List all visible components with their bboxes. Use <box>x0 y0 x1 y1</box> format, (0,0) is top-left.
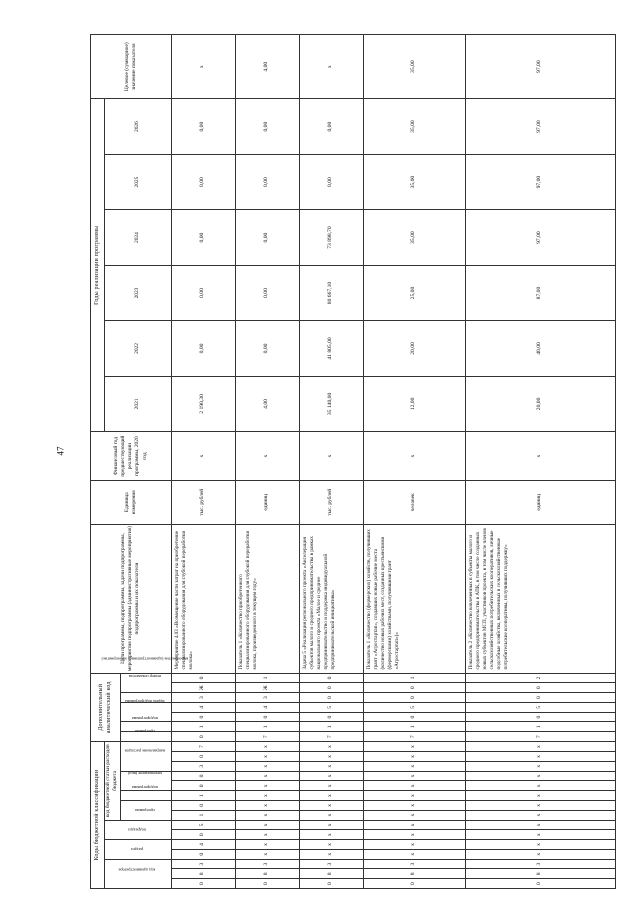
base-year-header: Финансовый год предшествующий реализации программы, 2020 год <box>91 432 172 481</box>
code-cell: 0 <box>171 800 235 810</box>
code-cell: x <box>465 810 615 820</box>
code-cell: x <box>465 840 615 850</box>
code-cell: 5 <box>465 702 615 712</box>
code-cell: 5 <box>299 702 363 712</box>
code-cell: 0 <box>465 712 615 722</box>
code-cell: 7 <box>299 732 363 742</box>
analytic-code-header: Дополнительный аналитический код <box>91 673 121 742</box>
row-name-cell: Показатель 1 «Количество (фермерских) хозяйств, получивших грант «Агростартап», создавших новые рабочие места (количество новых рабочих мест, созданных крестьянскими (фермерскими) хозяйствами, получившими грант «Агростартап»)» <box>363 524 465 673</box>
code-cell: x <box>299 761 363 771</box>
code-cell: x <box>465 791 615 801</box>
year-value-cell: 4,00 <box>235 376 299 431</box>
code-cell: x <box>363 820 465 830</box>
code-cell: 1 <box>465 722 615 732</box>
code-cell: 0 <box>171 830 235 840</box>
year-value-cell: 41 805,00 <box>299 321 363 376</box>
year-value-cell: 73 898,70 <box>299 210 363 265</box>
name-header: Цели программы, подпрограммы, задачи подпрограммы, мероприятия подпрограммы (административные мероприятия) подпрограммы и их показатели <box>91 524 172 673</box>
code-cell: 0 <box>363 693 465 703</box>
year-value-cell: 97,00 <box>465 154 615 209</box>
unit-header: Единица измерения <box>91 481 172 524</box>
unit-cell: человек <box>363 481 465 524</box>
year-2021-header: 2021 <box>105 376 172 431</box>
code-cell: 0 <box>363 712 465 722</box>
year-2023-header: 2023 <box>105 265 172 320</box>
code-cell: x <box>299 752 363 762</box>
code-cell: 1 <box>363 722 465 732</box>
code-admin-header: код администратора <box>105 859 172 888</box>
code-cell: 1 <box>235 673 299 683</box>
code-cell: x <box>299 849 363 859</box>
code-cell: 0 <box>465 683 615 693</box>
code-cell: 0 <box>171 771 235 781</box>
code-cell: x <box>235 761 299 771</box>
year-2025-header: 2025 <box>105 154 172 209</box>
code-cell: x <box>235 810 299 820</box>
code-cell: 0 <box>171 752 235 762</box>
code-cell: 0 <box>465 879 615 889</box>
year-value-cell: 12,00 <box>363 376 465 431</box>
code-cell: x <box>299 771 363 781</box>
code-cell: x <box>465 771 615 781</box>
rotated-table-container <box>90 34 618 889</box>
table-body <box>171 35 615 889</box>
budget-codes-header: Коды бюджетной классификации <box>91 742 105 889</box>
code-cell: 3 <box>363 859 465 869</box>
code-cell: x <box>299 810 363 820</box>
row-name-cell: Задача 5 «Реализация регионального проекта «Акселерация субъектов малого и среднего предпринимательства в рамках национального проекта «Малое и среднее предпринимательство и поддержка индивидуальной предпринимательской инициативы» <box>299 524 363 673</box>
year-value-cell: 0,00 <box>171 99 235 155</box>
code-cell: x <box>363 761 465 771</box>
unit-cell: тыс. рублей <box>299 481 363 524</box>
code-cell: x <box>465 820 615 830</box>
code-cell: 4 <box>235 702 299 712</box>
code-cell: 1 <box>171 791 235 801</box>
year-value-cell: 35 140,00 <box>299 376 363 431</box>
code-cell: x <box>465 849 615 859</box>
code-cell: x <box>299 781 363 791</box>
code-cell: 3 <box>235 693 299 703</box>
years-header: Годы реализации программы <box>91 99 105 432</box>
year-value-cell: 20,00 <box>465 376 615 431</box>
base-year-cell: x <box>235 432 299 481</box>
code-cell: 0 <box>235 879 299 889</box>
code-cell: x <box>299 830 363 840</box>
code-cell: 5 <box>363 702 465 712</box>
code-cell: x <box>363 830 465 840</box>
table-row <box>363 35 465 889</box>
code-cell: x <box>363 840 465 850</box>
code-cell: x <box>235 771 299 781</box>
code-cell: 8 <box>363 869 465 879</box>
table-row <box>171 35 235 889</box>
code-subsection-header: подраздел <box>105 820 172 840</box>
analytic-program-header: программа <box>120 732 171 742</box>
code-cell: x <box>465 752 615 762</box>
code-event-header: мероприятие (вид) <box>120 771 171 791</box>
code-cell: 7 <box>465 732 615 742</box>
year-value-cell: 0,00 <box>235 99 299 155</box>
code-cell: Ж <box>235 683 299 693</box>
code-cell: 0 <box>171 673 235 683</box>
program-indicators-table <box>90 34 616 889</box>
year-value-cell: 40,00 <box>465 321 615 376</box>
table-row <box>465 35 615 889</box>
year-value-cell: 97,00 <box>465 99 615 155</box>
analytic-event-header: мероприятие (административное мероприятие) <box>120 693 171 703</box>
year-value-cell: 0,00 <box>299 99 363 155</box>
code-cell: x <box>299 820 363 830</box>
target-cell: 97,00 <box>465 35 615 99</box>
code-cell: x <box>363 849 465 859</box>
code-cell: x <box>299 840 363 850</box>
code-cell: 8 <box>299 869 363 879</box>
code-section-header: раздел <box>105 840 172 860</box>
code-subprogram-header: подпрограмма <box>120 791 171 801</box>
year-value-cell: 0,00 <box>299 154 363 209</box>
unit-cell: тыс. рублей <box>171 481 235 524</box>
code-cell: 7 <box>363 732 465 742</box>
target-cell: 4,00 <box>235 35 299 99</box>
expense-kbk-header: код бюджетной статьи расходов бюджета <box>105 742 121 820</box>
code-cell: 3 <box>171 693 235 703</box>
code-cell: 4 <box>171 702 235 712</box>
code-cell: x <box>363 742 465 752</box>
code-cell: x <box>235 830 299 840</box>
code-cell: 1 <box>235 722 299 732</box>
code-cell: x <box>465 761 615 771</box>
code-cell: x <box>235 781 299 791</box>
code-cell: 0 <box>299 712 363 722</box>
code-cell: 0 <box>171 781 235 791</box>
code-cell: 0 <box>171 732 235 742</box>
year-value-cell: 0,00 <box>235 321 299 376</box>
code-cell: 0 <box>171 879 235 889</box>
code-cell: x <box>363 781 465 791</box>
unit-cell: единиц <box>235 481 299 524</box>
code-cell: 0 <box>171 712 235 722</box>
year-2026-header: 2026 <box>105 99 172 155</box>
code-cell: 8 <box>465 869 615 879</box>
code-cell: 0 <box>171 849 235 859</box>
row-name-cell: Мероприятие 4.03 «Возмещение части затрат на приобретение специализированного оборудования для глубокой переработки молока» <box>171 524 235 673</box>
code-cell: 1 <box>363 673 465 683</box>
code-cell: x <box>235 840 299 850</box>
code-cell: 3 <box>235 859 299 869</box>
code-cell: 3 <box>171 761 235 771</box>
target-cell: 35,00 <box>363 35 465 99</box>
code-cell: x <box>363 800 465 810</box>
code-cell: 0 <box>299 693 363 703</box>
code-cell: 4 <box>171 840 235 850</box>
base-year-cell: x <box>299 432 363 481</box>
analytic-indicator-header: номер показателя <box>120 673 171 693</box>
year-2022-header: 2022 <box>105 321 172 376</box>
code-cell: 0 <box>299 673 363 683</box>
code-cell: 1 <box>171 810 235 820</box>
code-cell: 7 <box>171 742 235 752</box>
code-cell: 1 <box>171 722 235 732</box>
code-cell: x <box>235 820 299 830</box>
unit-cell: единиц <box>465 481 615 524</box>
code-cell: 0 <box>465 693 615 703</box>
code-cell: 3 <box>299 859 363 869</box>
code-cell: 2 <box>465 673 615 683</box>
analytic-task-header: задача подпрограммы <box>120 702 171 722</box>
code-cell: 0 <box>363 879 465 889</box>
year-value-cell: 87,00 <box>465 265 615 320</box>
year-value-cell: 0,00 <box>171 210 235 265</box>
code-cell: 3 <box>171 859 235 869</box>
year-value-cell: 25,00 <box>363 265 465 320</box>
year-value-cell: 97,00 <box>465 210 615 265</box>
code-cell: Ж <box>171 683 235 693</box>
code-cell: x <box>465 742 615 752</box>
code-cell: x <box>363 791 465 801</box>
year-value-cell: 0,00 <box>171 154 235 209</box>
year-value-cell: 0,00 <box>171 265 235 320</box>
year-value-cell: 35,00 <box>363 154 465 209</box>
year-2024-header: 2024 <box>105 210 172 265</box>
base-year-cell: x <box>171 432 235 481</box>
target-header: Целевое (суммарное) значение показателя <box>91 35 172 99</box>
table-row <box>235 35 299 889</box>
code-cell: 0 <box>363 683 465 693</box>
page-number: 47 <box>55 446 66 456</box>
row-name-cell: Показатель 1 «Количество приобретенного специализированного оборудования для глубокой переработки молока, произведенного в текущем году» <box>235 524 299 673</box>
target-cell: x <box>299 35 363 99</box>
code-cell: x <box>235 752 299 762</box>
year-value-cell: 35,00 <box>363 99 465 155</box>
code-cell: x <box>299 791 363 801</box>
code-cell: 0 <box>299 879 363 889</box>
code-cell: x <box>235 791 299 801</box>
base-year-cell: x <box>465 432 615 481</box>
code-cell: x <box>465 781 615 791</box>
code-cell: x <box>235 849 299 859</box>
base-year-cell: x <box>363 432 465 481</box>
code-cell: 8 <box>171 869 235 879</box>
code-cell: x <box>299 742 363 752</box>
table-row <box>299 35 363 889</box>
code-cell: 0 <box>299 683 363 693</box>
code-cell: x <box>465 830 615 840</box>
code-cell: x <box>465 800 615 810</box>
code-cell: 3 <box>465 859 615 869</box>
code-cell: 5 <box>171 820 235 830</box>
code-cell: x <box>363 752 465 762</box>
code-cell: x <box>363 810 465 820</box>
code-cell: 7 <box>235 732 299 742</box>
year-value-cell: 0,00 <box>235 154 299 209</box>
code-cell: x <box>235 800 299 810</box>
year-value-cell: 35,00 <box>363 210 465 265</box>
target-cell: x <box>171 35 235 99</box>
code-cell: 0 <box>235 712 299 722</box>
year-value-cell: 20,00 <box>363 321 465 376</box>
code-cell: x <box>235 742 299 752</box>
code-cell: 8 <box>235 869 299 879</box>
year-value-cell: 0,00 <box>171 321 235 376</box>
analytic-subprogram-header: подпрограмма <box>120 722 171 732</box>
year-value-cell: 80 667,10 <box>299 265 363 320</box>
year-value-cell: 0,00 <box>235 265 299 320</box>
year-value-cell: 0,00 <box>235 210 299 265</box>
code-cell: x <box>299 800 363 810</box>
code-program-header: программа <box>120 800 171 820</box>
row-name-cell: Показатель 2 «Количество вовлеченных в субъекты малого и среднего предпринимательства в АПК, в том числе созданных новых субъектов МСП, участников проекта, в том числе членов сельскохозяйственных потребительских кооперативов, личные подсобные хозяйства, включенных в сельскохозяйственные потребительские кооперативы, получивших поддержку» <box>465 524 615 673</box>
code-cell: 1 <box>299 722 363 732</box>
code-direction-header: направление расходов <box>120 742 171 772</box>
year-value-cell: 2 190,30 <box>171 376 235 431</box>
code-cell: x <box>363 771 465 781</box>
